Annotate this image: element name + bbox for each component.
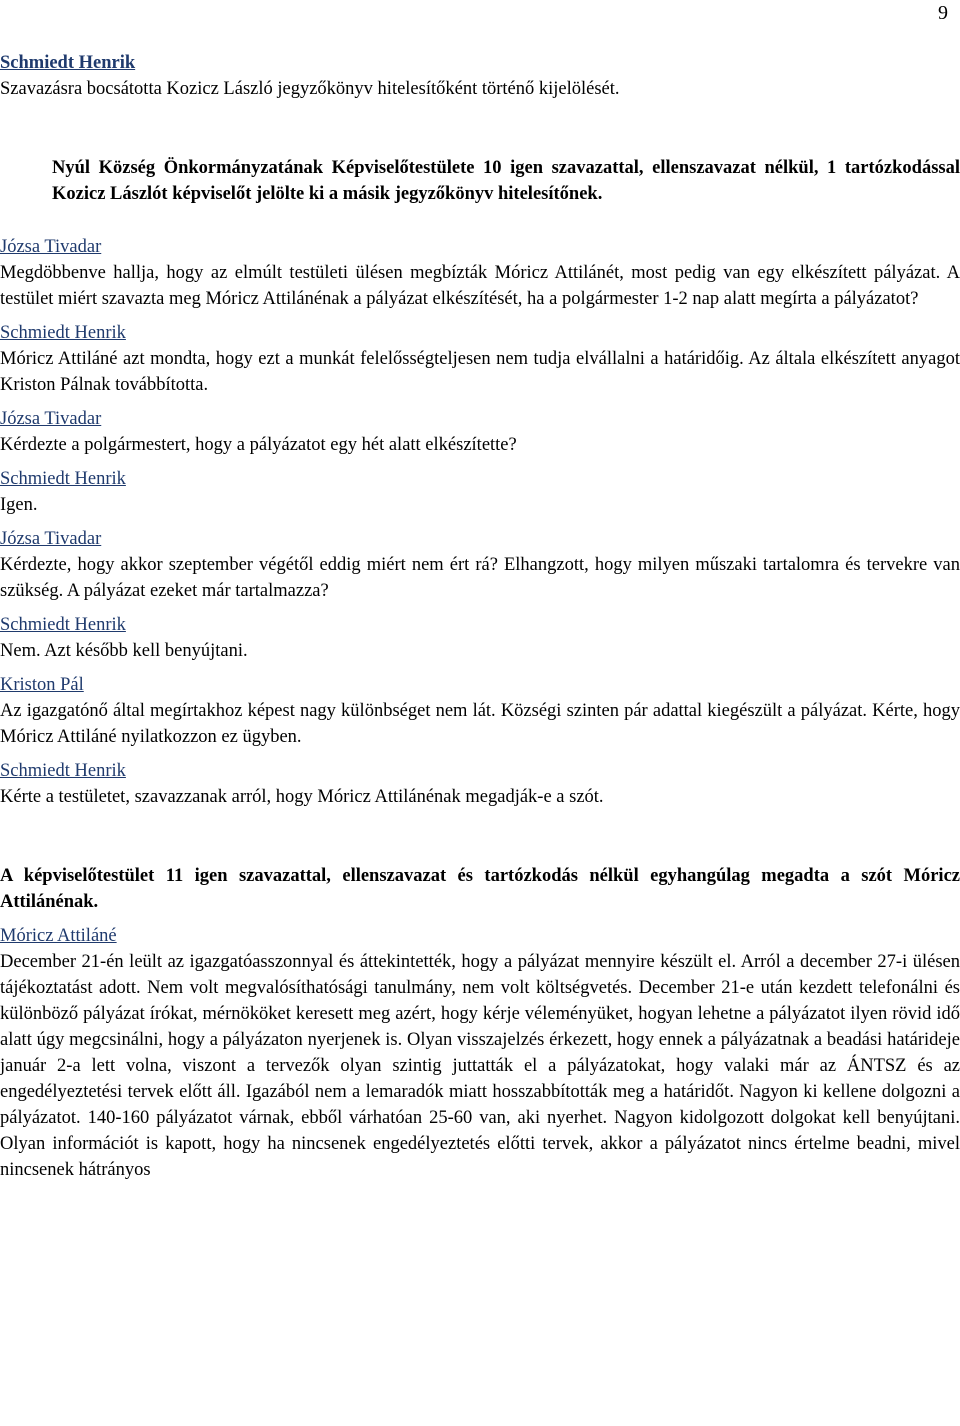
speaker-name: Józsa Tivadar: [0, 529, 102, 549]
speaker-name: Józsa Tivadar: [0, 237, 102, 257]
speaker-name: Schmiedt Henrik: [0, 761, 126, 781]
speech-text: Móricz Attiláné azt mondta, hogy ezt a munkát felelősségteljesen nem tudja elvállalni a határidőig. Az általa elkészített anyagot Kriston Pálnak továbbította.: [0, 349, 960, 395]
speaker-name: Schmiedt Henrik: [0, 469, 126, 489]
speaker-name: Schmiedt Henrik: [0, 53, 136, 73]
speech-text: Nem. Azt később kell benyújtani.: [0, 641, 248, 661]
speech-text: Szavazásra bocsátotta Kozicz László jegyzőkönyv hitelesítőként történő kijelölését.: [0, 79, 620, 99]
resolution-text: Nyúl Község Önkormányzatának Képviselőtestülete 10 igen szavazattal, ellenszavazat nélkül, 1 tartózkodással Kozicz Lászlót képviselőt jelölte ki a másik jegyzőkönyv hitelesítőnek.: [52, 158, 960, 204]
speech-text: Kérdezte a polgármestert, hogy a pályázatot egy hét alatt elkészítette?: [0, 435, 517, 455]
speech-text: Kérdezte, hogy akkor szeptember végétől eddig miért nem ért rá? Elhangzott, hogy milyen műszaki tartalomra és tervekre van szükség. A pályázat ezeket már tartalmazza?: [0, 555, 960, 601]
page-number: 9: [938, 2, 948, 24]
speaker-name: Schmiedt Henrik: [0, 323, 126, 343]
speech-text: Megdöbbenve hallja, hogy az elmúlt testületi ülésen megbízták Móricz Attilánét, most pedig van egy elkészített pályázat. A testület miért szavazta meg Móricz Attilánénak a pályázat elkészítését, ha a polgármester 1-2 nap alatt megírta a pályázatot?: [0, 263, 960, 309]
decision-text: A képviselőtestület 11 igen szavazattal, ellenszavazat és tartózkodás nélkül egyhangúlag megadta a szót Móricz Attilánénak.: [0, 866, 960, 912]
speech-text: December 21-én leült az igazgatóasszonnyal és áttekintették, hogy a pályázat mennyire készült el. Arról a december 27-i ülésen tájékoztatást adott. Nem volt megvalósíthatósági tanulmány, nem volt költségvetés. December 21-e után kezdett telefonálni és különböző pályázat írókat, mérnököket keresett meg azért, hogy kérje véleményüket, hogyan lehetne a pályázatot ilyen rövid idő alatt úgy megcsinálni, hogy a pályázaton nyerjenek is. Olyan visszajelzés érkezett, hogy ennek a pályázatnak a beadási határideje január 2-a lett volna, viszont a tervezők olyan szintig juttatták el a pályázatokat, hogy valaki már az ÁNTSZ és az engedélyeztetési tervek előtt áll. Igazából nem a lemaradók miatt hosszabbították meg a határidőt. Nagyon ki kellene dolgozni a pályázatot. 140-160 pályázatot várnak, ebből várhatóan 25-60 van, aki nyerhet. Nagyon kidolgozott dolgokat kell benyújtani. Olyan információt is kapott, hogy ha nincsenek engedélyeztetés előtti tervek, akkor a pályázatot nincs értelme beadni, mivel nincsenek hátrányos: [0, 952, 960, 1180]
speaker-name: Móricz Attiláné: [0, 926, 117, 946]
speech-text: Kérte a testületet, szavazzanak arról, hogy Móricz Attilánénak megadják-e a szót.: [0, 787, 604, 807]
speech-text: Az igazgatónő által megírtakhoz képest nagy különbséget nem lát. Községi szinten pár adattal kiegészült a pályázat. Kérte, hogy Móricz Attiláné nyilatkozzon ez ügyben.: [0, 701, 960, 747]
speaker-name: Kriston Pál: [0, 675, 84, 695]
speaker-name: Schmiedt Henrik: [0, 615, 126, 635]
document-body: [0, 50, 960, 1183]
speaker-name: Józsa Tivadar: [0, 409, 102, 429]
speech-text: Igen.: [0, 495, 38, 515]
